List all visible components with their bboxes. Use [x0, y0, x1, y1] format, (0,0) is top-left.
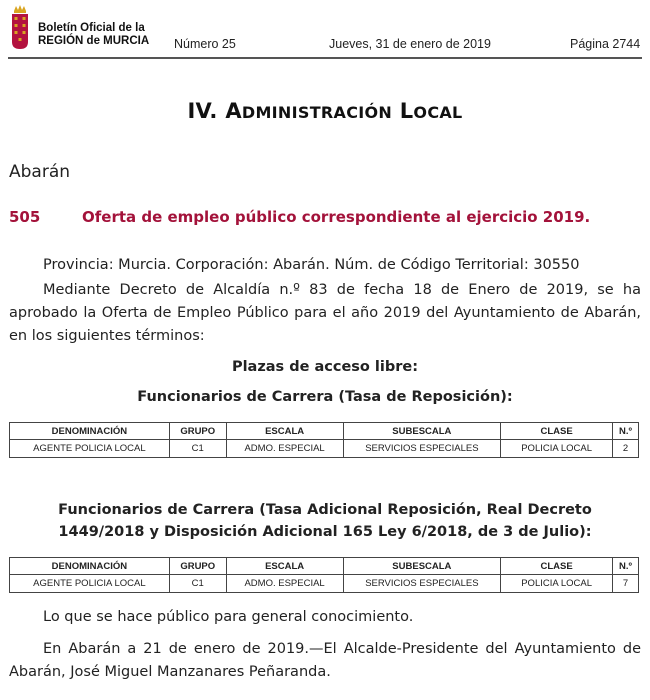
table-cell: ADMO. ESPECIAL: [226, 440, 343, 458]
col-header: DENOMINACIÓN: [10, 558, 170, 575]
table-cell: SERVICIOS ESPECIALES: [343, 575, 501, 593]
table-cell: ADMO. ESPECIAL: [226, 575, 343, 593]
issue-number: Número 25: [174, 37, 236, 51]
page-header: [0, 0, 650, 62]
heading-replacement-rate: Funcionarios de Carrera (Tasa de Reposición):: [137, 389, 513, 405]
col-header: ESCALA: [226, 558, 343, 575]
locality-name: Abarán: [9, 162, 71, 182]
brand-line-1: Boletín Oficial de la: [38, 22, 145, 34]
page-number: Página 2744: [570, 37, 641, 51]
col-header: N.º: [613, 423, 639, 440]
table-cell: 7: [613, 575, 639, 593]
table-cell: POLICIA LOCAL: [501, 440, 613, 458]
paragraph-province: Provincia: Murcia. Corporación: Abarán. Núm. de Código Territorial: 30550: [43, 257, 580, 273]
table-header-row: [10, 423, 639, 440]
table-cell: AGENTE POLICIA LOCAL: [10, 575, 170, 593]
heading-additional-rate: [0, 499, 650, 543]
table-cell: 2: [613, 440, 639, 458]
table-row: [10, 440, 639, 458]
table-row: [10, 575, 639, 593]
section-word-2-rest: OCAL: [413, 103, 463, 122]
col-header: GRUPO: [169, 558, 226, 575]
col-header: SUBESCALA: [343, 558, 501, 575]
announcement-number: 505: [9, 208, 41, 226]
col-header: SUBESCALA: [343, 423, 501, 440]
table-cell: POLICIA LOCAL: [501, 575, 613, 593]
paragraph-signature: En Abarán a 21 de enero de 2019.—El Alcalde-Presidente del Ayuntamiento de Abarán, José Miguel Manzanares Peñaranda.: [9, 641, 641, 680]
section-title: [0, 99, 650, 123]
col-header: N.º: [613, 558, 639, 575]
col-header: ESCALA: [226, 423, 343, 440]
bulletin-brand: [38, 22, 149, 48]
table-cell: AGENTE POLICIA LOCAL: [10, 440, 170, 458]
col-header: GRUPO: [169, 423, 226, 440]
section-letter-l: L: [399, 99, 414, 123]
positions-table-1: [9, 422, 639, 458]
paragraph-publication: Lo que se hace público para general conocimiento.: [43, 609, 414, 625]
section-word-1-rest: DMINISTRACIÓN: [241, 103, 393, 122]
heading-additional-rate-line-2: 1449/2018 y Disposición Adicional 165 Ley 6/2018, de 3 de Julio):: [58, 524, 592, 540]
col-header: DENOMINACIÓN: [10, 423, 170, 440]
col-header: CLASE: [501, 558, 613, 575]
positions-table-2: [9, 557, 639, 593]
region-crest-icon: [10, 4, 30, 50]
brand-line-2: REGIÓN de MURCIA: [38, 35, 150, 47]
table-header-row: [10, 558, 639, 575]
header-divider: [8, 57, 642, 59]
table-cell: SERVICIOS ESPECIALES: [343, 440, 501, 458]
issue-date: Jueves, 31 de enero de 2019: [329, 37, 491, 51]
table-cell: C1: [169, 440, 226, 458]
paragraph-decree: Mediante Decreto de Alcaldía n.º 83 de fecha 18 de Enero de 2019, se ha aprobado la Oferta de Empleo Público para el año 2019 del Ayuntamiento de Abarán, en los siguientes términos:: [9, 282, 641, 344]
section-roman: IV.: [187, 99, 218, 123]
heading-additional-rate-line-1: Funcionarios de Carrera (Tasa Adicional Reposición, Real Decreto: [58, 502, 592, 518]
announcement-title: Oferta de empleo público correspondiente al ejercicio 2019.: [82, 208, 591, 226]
col-header: CLASE: [501, 423, 613, 440]
section-letter-a: A: [225, 99, 242, 123]
heading-free-access: Plazas de acceso libre:: [231, 359, 419, 375]
table-cell: C1: [169, 575, 226, 593]
